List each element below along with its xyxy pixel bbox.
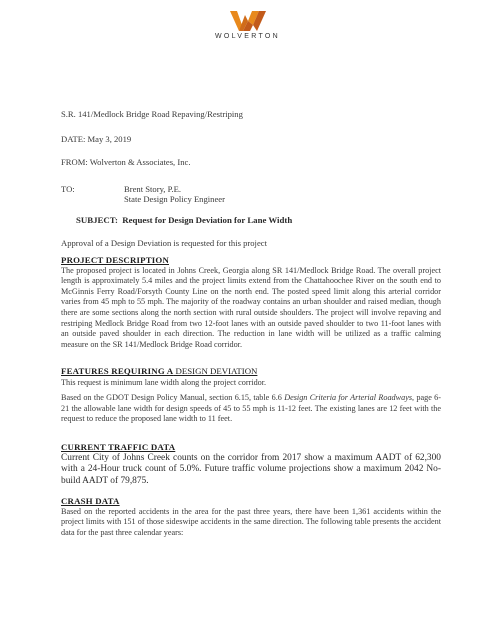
- subject-line: [76, 215, 292, 225]
- features-heading-bold: FEATURES REQUIRING A: [61, 366, 174, 376]
- project-description-heading: PROJECT DESCRIPTION: [61, 255, 169, 265]
- approval-line: Approval of a Design Deviation is requested for this project: [61, 238, 267, 248]
- date-line: DATE: May 3, 2019: [61, 134, 132, 144]
- features-paragraph: Based on the GDOT Design Policy Manual, section 6.15, table 6.6 Design Criteria for Arterial Roadways, page 6-21 the allowable lane width for design speeds of 45 to 55 mph is 11-12 feet. The existing lanes are 12 feet with the request to reduce the proposed lane width to 11 feet.: [61, 393, 441, 424]
- features-section: [61, 366, 441, 425]
- features-line1: This request is minimum lane width along the project corridor.: [61, 377, 267, 387]
- features-heading-rest: DESIGN DEVIATION: [173, 366, 258, 376]
- crash-data-body: Based on the reported accidents in the area for the past three years, there have been 1,361 accidents within the project limits with 151 of those sideswipe accidents in the same direction. The following table presents the accident data for the past three calendar years:: [61, 506, 441, 537]
- logo-wordmark: WOLVERTON: [214, 33, 281, 40]
- crash-data-section: [61, 496, 441, 538]
- project-line: S.R. 141/Medlock Bridge Road Repaving/Restriping: [61, 109, 243, 119]
- recipient-title: State Design Policy Engineer: [124, 194, 225, 204]
- current-traffic-heading: CURRENT TRAFFIC DATA: [61, 442, 176, 452]
- crash-data-heading: CRASH DATA: [61, 496, 120, 506]
- to-label: TO:: [61, 184, 75, 194]
- project-description-section: [61, 255, 441, 350]
- subject-text: Request for Design Deviation for Lane Width: [122, 215, 293, 225]
- recipient-block: [124, 184, 225, 204]
- wolverton-w-icon: [228, 10, 268, 32]
- recipient-name: Brent Story, P.E.: [124, 184, 181, 194]
- current-traffic-section: [61, 442, 441, 488]
- features-heading: [61, 366, 441, 378]
- manual-table-title: Design Criteria for Arterial Roadways: [284, 393, 413, 403]
- current-traffic-body: Current City of Johns Creek counts on the corridor from 2017 show a maximum AADT of 62,300 with a 24-Hour truck count of 5.0%. Future traffic volume projections show a maximum 2042 No-build AADT of 79,875.: [61, 452, 441, 487]
- subject-label: SUBJECT:: [76, 215, 118, 225]
- project-description-body: The proposed project is located in Johns Creek, Georgia along SR 141/Medlock Bridge Road. The overall project length is approximately 5.4 miles and the project limits extend from the Chattahoochee River on the south end to McGinnis Ferry Road/Forsyth County Line on the north end. The posted speed limit along this arterial corridor varies from 45 mph to 55 mph. The majority of the roadway contains an urban shoulder and raised median, though there are some sections along the north section with rural outside shoulders. The project will involve repaving and restriping Medlock Bridge Road from two 12-foot lanes with an outside paved shoulder to two 11-foot lanes with an outside paved shoulder in each direction. The reduction in lane width will be utilized as a traffic calming measure on the SR 141/Medlock Bridge Road corridor.: [61, 265, 441, 349]
- from-line: FROM: Wolverton & Associates, Inc.: [61, 157, 191, 167]
- wolverton-logo: [0, 10, 495, 40]
